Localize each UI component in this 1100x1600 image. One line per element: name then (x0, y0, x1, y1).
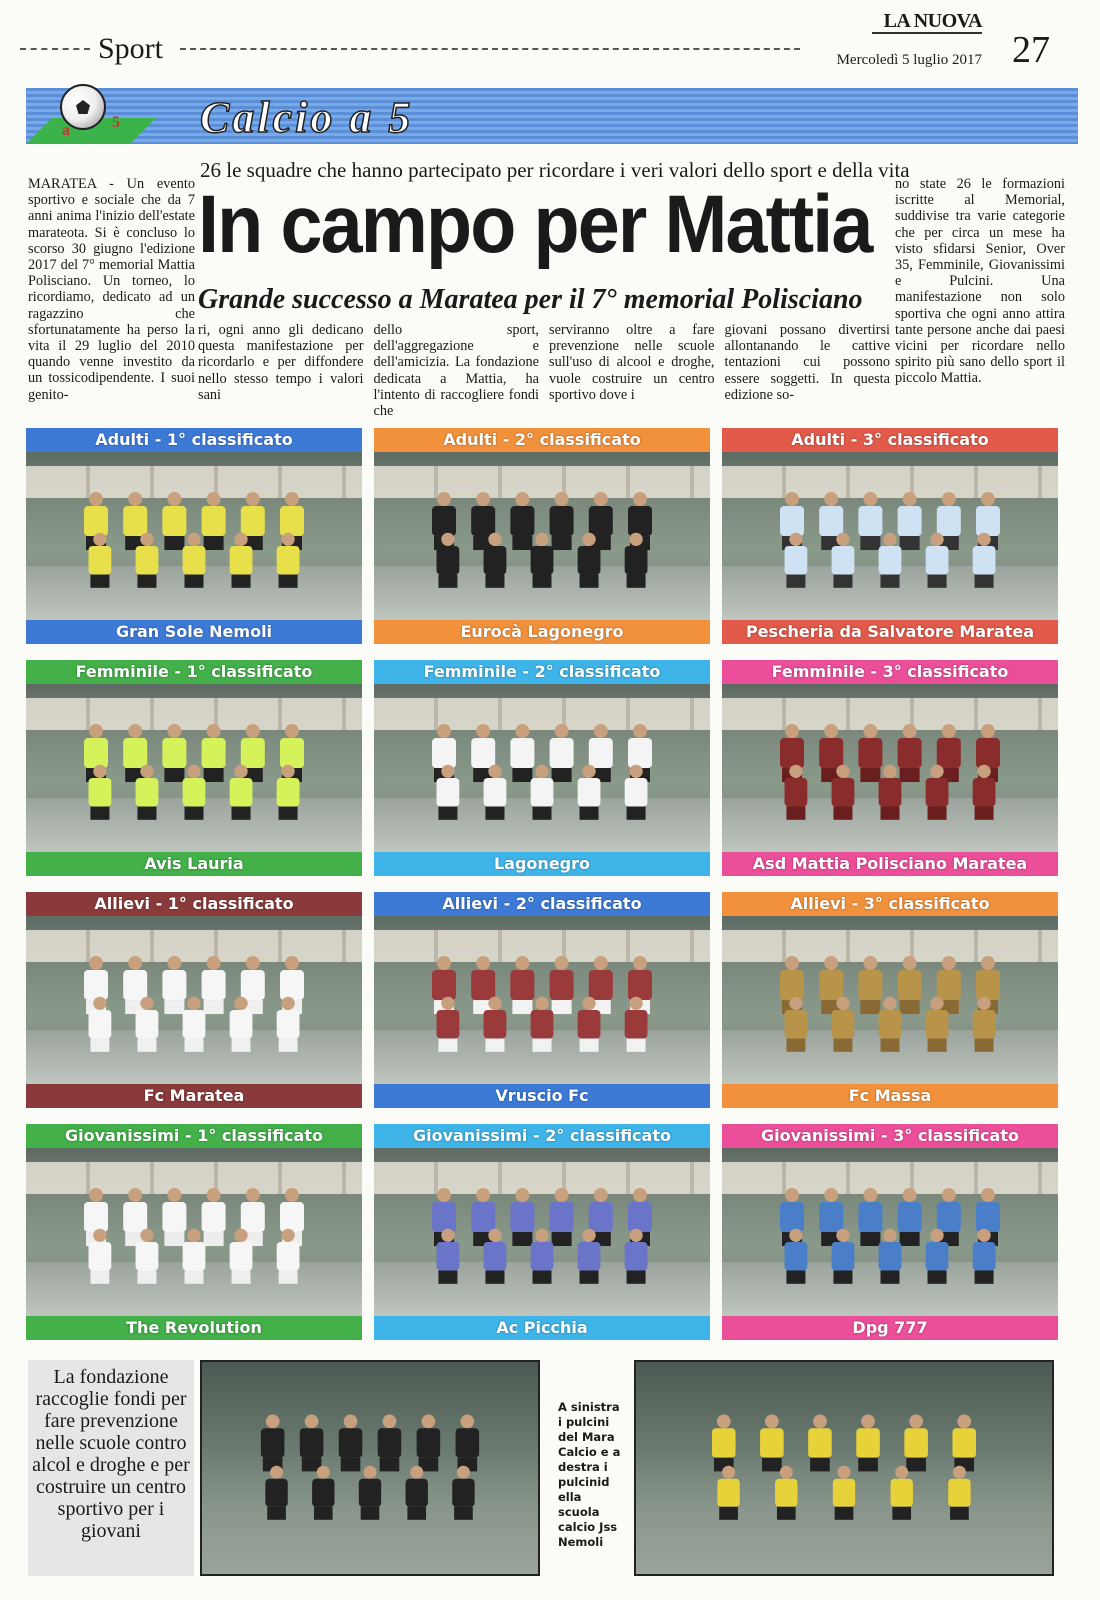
header-rule-left (20, 48, 90, 50)
player-figure (406, 1466, 428, 1520)
player-figure (359, 1466, 381, 1520)
page-number: 27 (1012, 29, 1050, 71)
article-col: dello sport, dell'aggregazione e dell'amicizia. La fondazione dedicata a Mattia, ha l'intento di raccogliere fondi che (373, 322, 539, 420)
player-figure (879, 765, 902, 820)
player-figure (162, 724, 186, 782)
player-figure (183, 997, 206, 1052)
article-kicker: 26 le squadre che hanno partecipato per ricordare i veri valori dello sport e della vita (200, 158, 910, 182)
player-figure (378, 1414, 402, 1471)
article-col-right: no state 26 le formazioni iscritte al Memorial, suddivise tra varie categorie che per circa un mese ha visto sfidarsi Senior, Over 35, Femminile, Giovanissimi e Pulcini. Una manifestazione non solo sportiva che ogni anno attira tante persone anche dai paesi vicini per ricordare nello spirito più sano dello sport il piccolo Mattia. (895, 176, 1065, 387)
player-figure (550, 492, 574, 550)
player-figure (550, 956, 574, 1014)
team-photo-image (722, 684, 1058, 852)
team-photo (374, 892, 710, 1108)
player-figure (879, 997, 902, 1052)
player-figure (550, 1188, 574, 1246)
player-figure (833, 1466, 855, 1520)
team-photo-image (722, 916, 1058, 1084)
player-figure (858, 724, 882, 782)
player-figure (898, 492, 922, 550)
player-figure (202, 724, 226, 782)
team-photo (374, 1124, 710, 1340)
player-figure (531, 997, 554, 1052)
photo-title: Giovanissimi - 1° classificato (26, 1124, 362, 1148)
article-col: ri, ogni anno gli dedicano questa manifestazione per ricordarlo e per diffondere nello stesso tempo i valori sani (198, 322, 364, 403)
section-banner (26, 88, 1078, 144)
photo-title: Giovanissimi - 3° classificato (722, 1124, 1058, 1148)
team-photo-image (374, 684, 710, 852)
player-figure (856, 1414, 880, 1471)
team-photo (374, 660, 710, 876)
photo-title: Femminile - 3° classificato (722, 660, 1058, 684)
pulcini-photo-right (634, 1360, 1054, 1576)
photo-team-name: Fc Massa (722, 1084, 1058, 1108)
player-figure (898, 956, 922, 1014)
team-photo (374, 428, 710, 644)
player-figure (510, 724, 534, 782)
player-figure (202, 956, 226, 1014)
player-figure (858, 492, 882, 550)
issue-date: Mercoledì 5 luglio 2017 (836, 52, 982, 68)
logo-number: 5 (112, 114, 120, 131)
team-photo-image (374, 916, 710, 1084)
photo-title: Femminile - 1° classificato (26, 660, 362, 684)
photo-title: Adulti - 1° classificato (26, 428, 362, 452)
article-mid-columns (198, 322, 890, 419)
team-photo-image (26, 452, 362, 620)
player-figure (202, 1188, 226, 1246)
player-figure (717, 1466, 739, 1520)
photo-team-name: Pescheria da Salvatore Maratea (722, 620, 1058, 644)
player-figure (531, 765, 554, 820)
player-figure (879, 533, 902, 588)
photo-team-name: Ac Picchia (374, 1316, 710, 1340)
photo-title: Allievi - 2° classificato (374, 892, 710, 916)
player-figure (183, 1229, 206, 1284)
player-figure (775, 1466, 797, 1520)
header-rule-mid (180, 48, 800, 50)
player-figure (261, 1414, 285, 1471)
team-photo-image (722, 1148, 1058, 1316)
player-figure (510, 492, 534, 550)
photo-title: Allievi - 3° classificato (722, 892, 1058, 916)
photo-title: Allievi - 1° classificato (26, 892, 362, 916)
photo-caption: A sinistra i pulcini del Mara Calcio e a destra i pulcinid ella scuola calcio Jss Nemoli (558, 1400, 621, 1549)
team-photo (722, 660, 1058, 876)
article-subhead: Grande successo a Maratea per il 7° memorial Polisciano (198, 284, 863, 315)
team-photo-image (26, 684, 362, 852)
player-figure (300, 1414, 324, 1471)
photo-title: Giovanissimi - 2° classificato (374, 1124, 710, 1148)
player-figure (858, 1188, 882, 1246)
player-figure (183, 533, 206, 588)
pull-quote: La fondazione raccoglie fondi per fare prevenzione nelle scuole contro alcol e droghe e per costruire un centro sportivo per i giovani (28, 1360, 194, 1576)
player-figure (760, 1414, 784, 1471)
article-col-left: MARATEA - Un evento sportivo e sociale che da 7 anni anima l'inizio dell'estate marateota. Si è concluso lo scorso 30 giugno l'edizione 2017 del 7° memorial Mattia Polisciano. Un torneo, lo ricordiamo, dedicato ad un ragazzino che sfortunatamente ha perso la vita il 29 luglio del 2010 quando venne investito da un tossicodipendente. I suoi genito- (28, 176, 195, 403)
player-figure (879, 1229, 902, 1284)
player-figure (898, 724, 922, 782)
player-figure (162, 956, 186, 1014)
player-figure (531, 533, 554, 588)
team-photo (26, 660, 362, 876)
pulcini-photo-left (200, 1360, 540, 1576)
player-figure (265, 1466, 287, 1520)
photo-team-name: Lagonegro (374, 852, 710, 876)
player-figure (952, 1414, 976, 1471)
photo-team-name: Gran Sole Nemoli (26, 620, 362, 644)
player-figure (162, 492, 186, 550)
article-col: serviranno oltre a fare prevenzione nelle scuole sull'uso di alcool e droghe, vuole costruire un centro sportivo dove i (549, 322, 715, 403)
player-figure (712, 1414, 736, 1471)
logo-letter: a (62, 122, 70, 139)
photo-title: Adulti - 2° classificato (374, 428, 710, 452)
publication-name: LA NUOVA (883, 10, 982, 32)
player-figure (858, 956, 882, 1014)
player-figure (456, 1414, 480, 1471)
team-photo-image (26, 1148, 362, 1316)
banner-title: Calcio a 5 (200, 93, 414, 142)
photo-team-name: Avis Lauria (26, 852, 362, 876)
player-figure (417, 1414, 441, 1471)
section-name: Sport (98, 32, 164, 65)
player-figure (898, 1188, 922, 1246)
team-photo (26, 892, 362, 1108)
player-figure (339, 1414, 363, 1471)
team-photo (26, 428, 362, 644)
team-photo-image (26, 916, 362, 1084)
player-figure (948, 1466, 970, 1520)
player-figure (183, 765, 206, 820)
player-figure (452, 1466, 474, 1520)
photo-title: Adulti - 3° classificato (722, 428, 1058, 452)
team-photo (722, 892, 1058, 1108)
player-figure (531, 1229, 554, 1284)
photo-team-name: Dpg 777 (722, 1316, 1058, 1340)
player-figure (510, 956, 534, 1014)
team-photo (722, 1124, 1058, 1340)
player-figure (202, 492, 226, 550)
article-headline: In campo per Mattia (198, 179, 872, 270)
player-figure (904, 1414, 928, 1471)
team-photo-image (722, 452, 1058, 620)
team-photo (26, 1124, 362, 1340)
player-figure (891, 1466, 913, 1520)
photo-team-name: Vruscio Fc (374, 1084, 710, 1108)
publication-underline (872, 32, 982, 34)
team-photo-image (374, 1148, 710, 1316)
page-header (20, 8, 1080, 78)
photo-title: Femminile - 2° classificato (374, 660, 710, 684)
team-photo (722, 428, 1058, 644)
player-figure (550, 724, 574, 782)
player-figure (510, 1188, 534, 1246)
photo-team-name: Eurocà Lagonegro (374, 620, 710, 644)
player-figure (808, 1414, 832, 1471)
player-figure (312, 1466, 334, 1520)
team-photo-image (374, 452, 710, 620)
photo-team-name: Asd Mattia Polisciano Maratea (722, 852, 1058, 876)
photo-team-name: The Revolution (26, 1316, 362, 1340)
photo-team-name: Fc Maratea (26, 1084, 362, 1108)
player-figure (162, 1188, 186, 1246)
article-col: giovani possano divertirsi allontanando le cattive tentazioni cui possono essere soggetti. In questa edizione so- (724, 322, 890, 403)
